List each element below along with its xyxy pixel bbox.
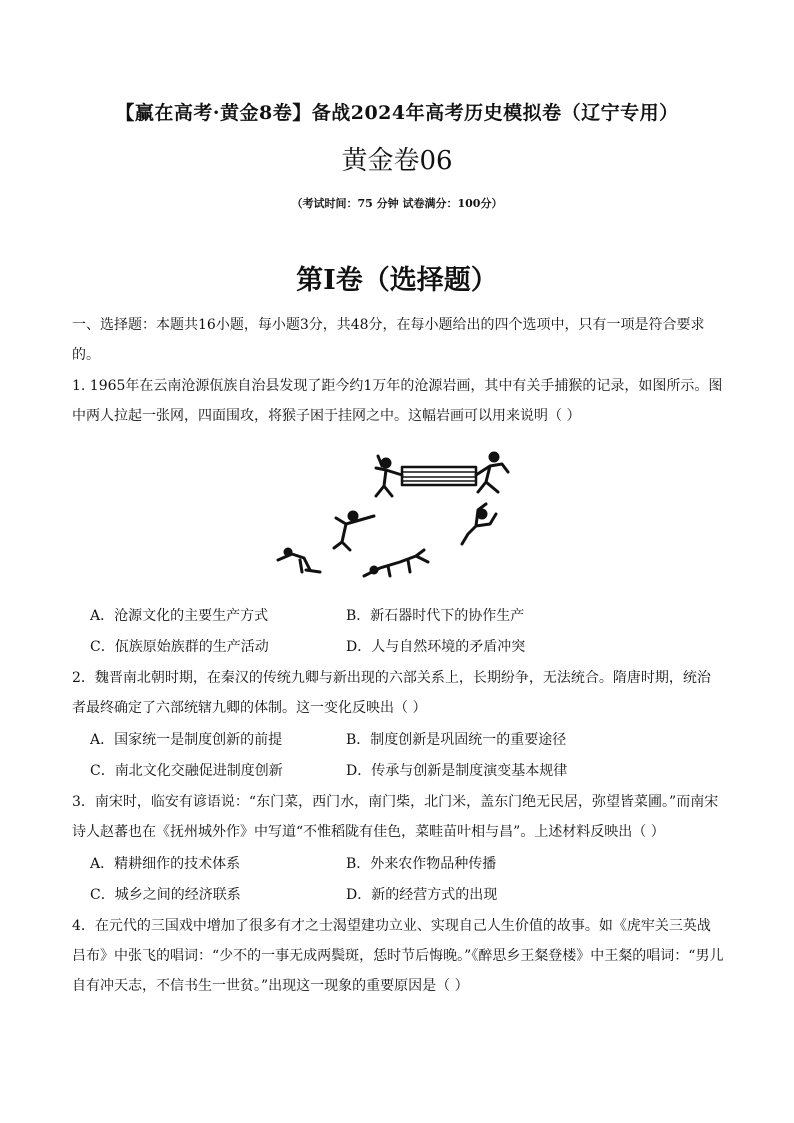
question-1-option-b: B．新石器时代下的协作生产	[346, 608, 525, 624]
question-1-option-a: A．沧源文化的主要生产方式	[90, 608, 269, 624]
question-2-option-b: B．制度创新是巩固统一的重要途径	[346, 732, 567, 748]
paper-subtitle: 黄金卷06	[341, 146, 453, 176]
question-2-option-a: A．国家统一是制度创新的前提	[90, 732, 283, 748]
question-3-option-b: B．外来农作物品种传播	[346, 856, 497, 872]
question-1-option-d: D．人与自然环境的矛盾冲突	[346, 639, 526, 655]
section-instructions: 一、选择题：本题共16小题，每小题3分，共48分，在每小题给出的四个选项中，只有一项是符合要求的。	[72, 317, 705, 363]
question-2-option-d: D．传承与创新是制度演变基本规律	[346, 763, 568, 779]
exam-header-title: 【赢在高考·黄金8卷】备战2024年高考历史模拟卷（辽宁专用）	[115, 102, 679, 124]
question-2-option-c: C．南北文化交融促进制度创新	[90, 763, 283, 779]
question-3-option-a: A．精耕细作的技术体系	[90, 856, 241, 872]
question-2-stem: 2．魏晋南北朝时期，在秦汉的传统九卿与新出现的六部关系上，长期纷争，无法统合。隋唐时期，统治者最终确定了六部统辖九卿的体制。这一变化反映出（ ）	[72, 670, 711, 716]
question-1-stem: 1. 1965年在云南沧源佤族自治县发现了距今约1万年的沧源岩画，其中有关手捕猴的记录，如图所示。图中两人拉起一张网，四面围攻，将猴子困于挂网之中。这幅岩画可以用来说明（ ）	[72, 378, 723, 424]
question-3-stem: 3．南宋时，临安有谚语说：“东门菜，西门水，南门柴，北门米，盖东门绝无民居，弥望皆菜圃。”而南宋诗人赵蕃也在《抚州城外作》中写道“不惟稻陇有佳色，菜畦苗叶相与昌”。上述材料反映出（ ）	[72, 794, 719, 840]
cangyuan-rock-painting-figure	[276, 430, 516, 580]
question-3-option-d: D．新的经营方式的出现	[346, 887, 498, 903]
question-3-option-c: C．城乡之间的经济联系	[90, 887, 241, 903]
question-4-stem: 4．在元代的三国戏中增加了很多有才之士渴望建功立业、实现自己人生价值的故事。如《虎牢关三英战吕布》中张飞的唱词：“少不的一事无成两鬓斑，恁时节后悔晚。”《醉思乡王粲登楼》中王粲的唱词：“男儿自有冲天志，不信书生一世贫。”出现这一现象的重要原因是（ ）	[72, 918, 724, 994]
exam-info: （考试时间：75 分钟 试卷满分：100分）	[291, 197, 503, 210]
question-1-option-c: C．佤族原始族群的生产活动	[90, 639, 269, 655]
section-title: 第I卷（选择题）	[296, 265, 498, 296]
